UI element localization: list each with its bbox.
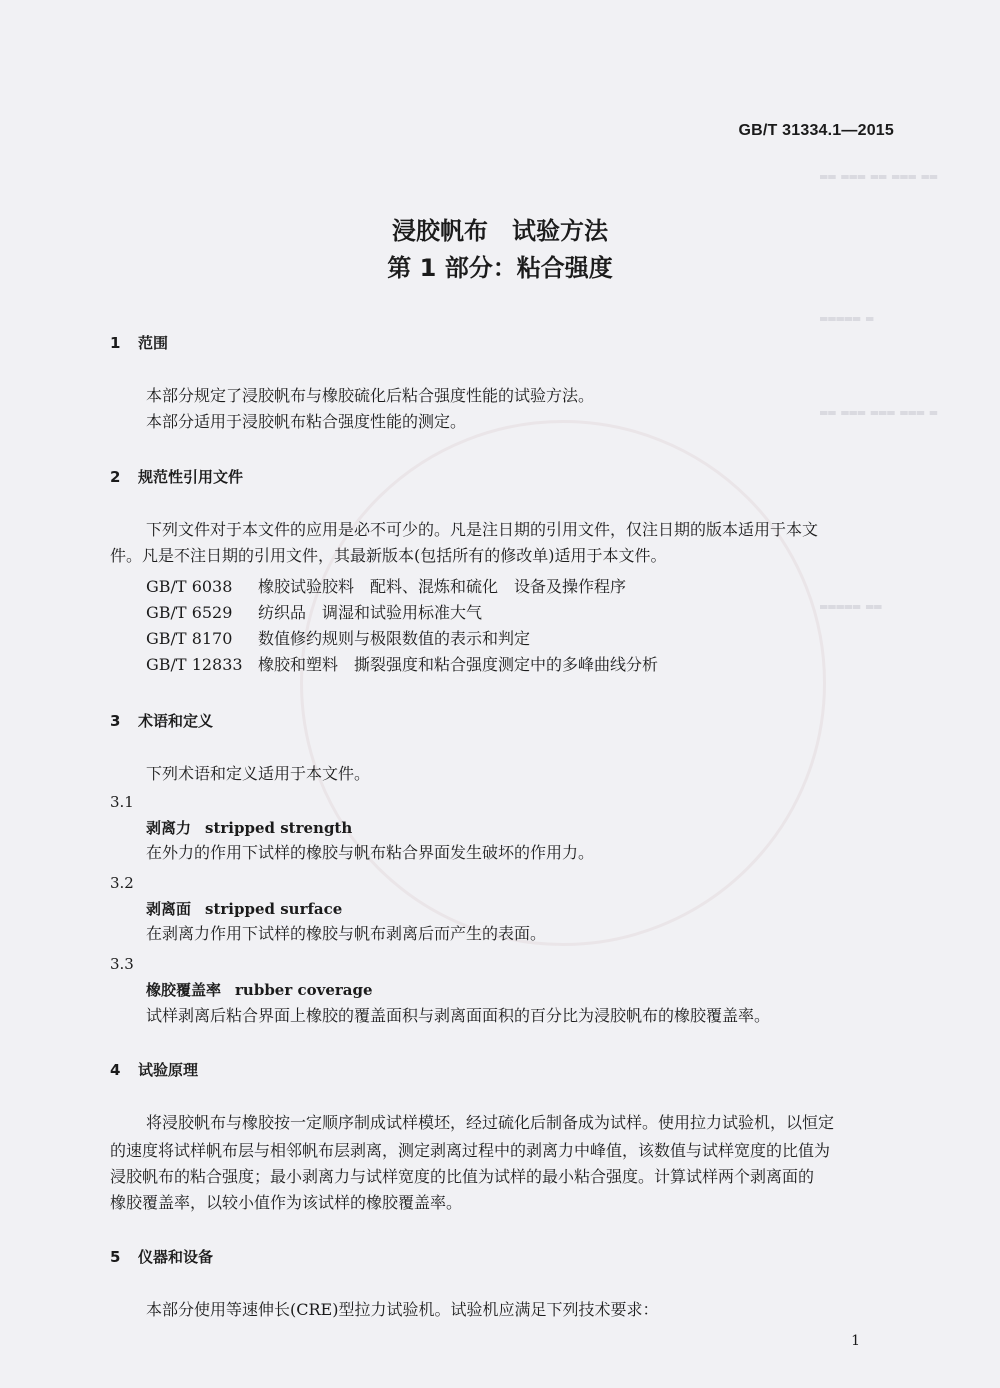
- reference-item: [146, 626, 530, 649]
- paragraph-line: 将浸胶帆布与橡胶按一定顺序制成试样模坯，经过硫化后制备成为试样。使用拉力试验机，以恒定: [146, 1113, 835, 1132]
- paragraph: 下列文件对于本文件的应用是必不可少的。凡是注日期的引用文件，仅注日期的版本适用于本文: [146, 520, 819, 539]
- reference-title: 数值修约规则与极限数值的表示和判定: [258, 629, 531, 648]
- paragraph-line: 橡胶覆盖率，以较小值作为该试样的橡胶覆盖率。: [110, 1193, 463, 1212]
- term-number: 3.1: [110, 793, 134, 811]
- term-zh: 剥离力: [146, 819, 192, 837]
- section-title: 规范性引用文件: [138, 468, 244, 486]
- section-heading: [110, 466, 243, 487]
- section-number: 2: [110, 468, 121, 486]
- show-through-text: ═════ ═: [820, 312, 875, 326]
- section-title: 试验原理: [138, 1061, 199, 1079]
- section-heading: [110, 1059, 198, 1080]
- section-number: 3: [110, 712, 121, 730]
- section-title: 仪器和设备: [138, 1248, 214, 1266]
- term-number: 3.2: [110, 874, 134, 892]
- paragraph-line: 浸胶帆布的粘合强度；最小剥离力与试样宽度的比值为试样的最小粘合强度。计算试样两个剥离面的: [110, 1167, 815, 1186]
- reference-item: [146, 652, 658, 675]
- standard-code: GB/T 31334.1—2015: [738, 122, 894, 139]
- paragraph: 件。凡是不注日期的引用文件，其最新版本(包括所有的修改单)适用于本文件。: [110, 546, 667, 565]
- term-zh: 剥离面: [146, 900, 192, 918]
- term-en: stripped strength: [205, 819, 353, 837]
- section-title: 术语和定义: [138, 712, 214, 730]
- document-title: 浸胶帆布 试验方法: [392, 217, 608, 245]
- document-subtitle: 第 1 部分：粘合强度: [387, 254, 613, 282]
- section-number: 1: [110, 334, 121, 352]
- reference-item: [146, 574, 626, 597]
- term-en: stripped surface: [205, 900, 343, 918]
- term-definition: 在外力的作用下试样的橡胶与帆布粘合界面发生破坏的作用力。: [146, 843, 595, 862]
- section-number: 5: [110, 1248, 121, 1266]
- paragraph: 本部分规定了浸胶帆布与橡胶硫化后粘合强度性能的试验方法。: [146, 386, 595, 405]
- background-stamp: [300, 420, 826, 946]
- section-number: 4: [110, 1061, 121, 1079]
- reference-code: GB/T 6529: [146, 603, 233, 622]
- section-heading: [110, 710, 213, 731]
- term-en: rubber coverage: [235, 981, 373, 999]
- reference-code: GB/T 8170: [146, 629, 233, 648]
- reference-code: GB/T 6038: [146, 577, 233, 596]
- show-through-text: ═════ ══: [820, 600, 883, 614]
- section-heading: [110, 332, 168, 353]
- paragraph-line: 的速度将试样帆布层与相邻帆布层剥离，测定剥离过程中的剥离力中峰值，该数值与试样宽度的比值为: [110, 1141, 831, 1160]
- term-definition: 试样剥离后粘合界面上橡胶的覆盖面积与剥离面面积的百分比为浸胶帆布的橡胶覆盖率。: [146, 1006, 771, 1025]
- reference-item: [146, 600, 482, 623]
- reference-title: 纺织品 调湿和试验用标准大气: [258, 603, 483, 622]
- page-number: 1: [851, 1333, 860, 1349]
- term-definition: 在剥离力作用下试样的橡胶与帆布剥离后而产生的表面。: [146, 924, 547, 943]
- reference-code: GB/T 12833: [146, 655, 243, 674]
- paragraph: 本部分使用等速伸长(CRE)型拉力试验机。试验机应满足下列技术要求：: [146, 1300, 659, 1319]
- term-heading: [146, 817, 352, 838]
- term-heading: [146, 979, 373, 1000]
- paragraph: 下列术语和定义适用于本文件。: [146, 764, 371, 783]
- term-heading: [146, 898, 342, 919]
- show-through-text: ══ ═══ ═══ ═══ ═: [820, 406, 938, 420]
- reference-title: 橡胶和塑料 撕裂强度和粘合强度测定中的多峰曲线分析: [258, 655, 659, 674]
- reference-title: 橡胶试验胶料 配料、混炼和硫化 设备及操作程序: [258, 577, 627, 596]
- show-through-text: ══ ═══ ══ ═══ ══: [820, 170, 938, 184]
- term-zh: 橡胶覆盖率: [146, 981, 222, 999]
- paragraph: 本部分适用于浸胶帆布粘合强度性能的测定。: [146, 412, 467, 431]
- term-number: 3.3: [110, 955, 134, 973]
- section-title: 范围: [138, 334, 169, 352]
- section-heading: [110, 1246, 213, 1267]
